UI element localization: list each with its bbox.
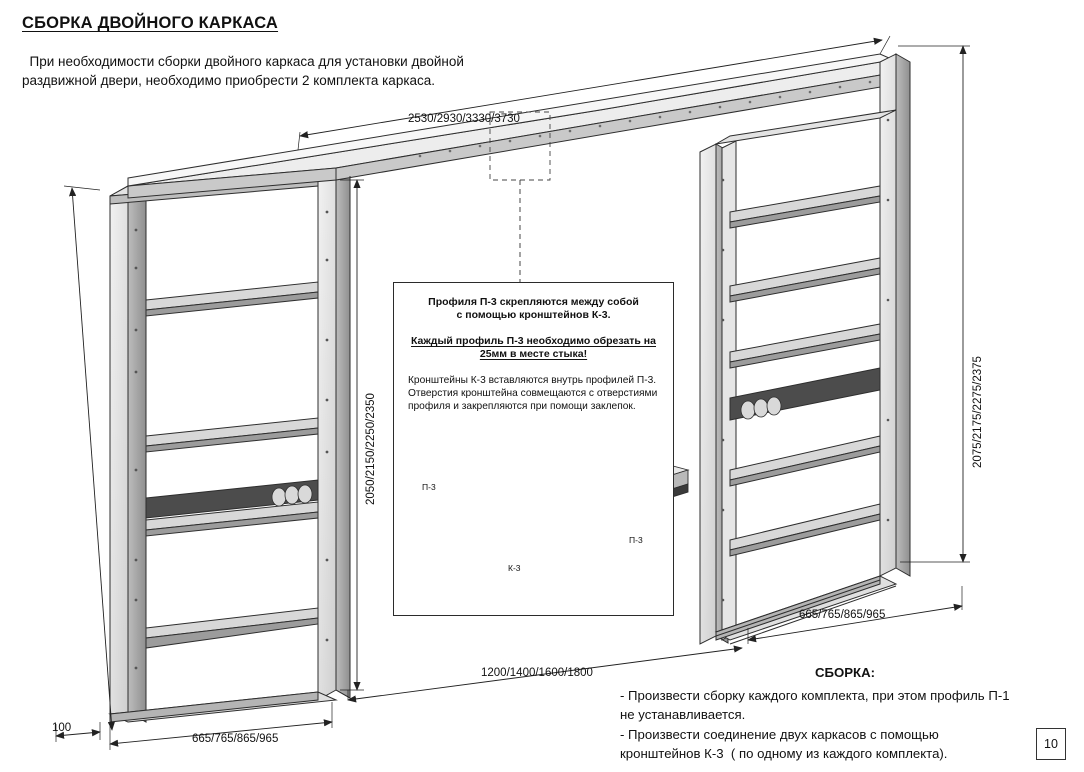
dimension-bottom-span: 1200/1400/1600/1800 xyxy=(481,667,593,679)
note-warning-line-1: Каждый профиль П-3 необходимо обрезать на xyxy=(410,335,656,347)
dimension-top-width: 2530/2930/3330/3730 xyxy=(408,113,520,125)
note-body xyxy=(408,374,659,413)
intro-paragraph xyxy=(22,52,522,90)
assembly-line-4: кронштейнов К-3 ( по одному из каждого комплекта). xyxy=(620,746,948,761)
assembly-title: СБОРКА: xyxy=(815,665,876,680)
note-warning xyxy=(408,335,659,361)
note-body-line-2: Отверстия кронштейна совмещаются с отверстиями xyxy=(408,388,658,399)
dimension-bottom-right-depth: 665/765/865/965 xyxy=(799,609,886,621)
page-number: 10 xyxy=(1036,728,1066,760)
assembly-line-2: не устанавливается. xyxy=(620,707,746,722)
assembly-line-3: - Произвести соединение двух каркасов с помощью xyxy=(620,726,939,742)
callout-p3-left: П-3 xyxy=(422,482,436,492)
detail-note-panel xyxy=(393,282,674,616)
note-heading xyxy=(408,296,659,322)
note-warning-line-2: 25мм в месте стыка! xyxy=(479,348,588,360)
intro-line-2: раздвижной двери, необходимо приобрести 2 комплекта каркаса. xyxy=(22,73,436,88)
dimension-bottom-left-depth: 665/765/865/965 xyxy=(192,733,279,745)
assembly-line-1: - Произвести сборку каждого комплекта, при этом профиль П-1 xyxy=(620,687,1010,703)
dimension-right-height: 2075/2175/2275/2375 xyxy=(972,356,984,468)
assembly-instructions xyxy=(620,663,1070,764)
note-heading-line-2: с помощью кронштейнов К-3. xyxy=(456,309,611,321)
page-title xyxy=(22,14,342,33)
intro-line-1: При необходимости сборки двойного каркаса для установки двойной xyxy=(22,54,464,69)
callout-p3-right: П-3 xyxy=(629,535,643,545)
dimension-left-small: 100 xyxy=(52,722,72,734)
note-heading-line-1: Профиля П-3 скрепляются между собой xyxy=(428,296,639,308)
note-body-line-1: Кронштейны К-3 вставляются внутрь профилей П-3. xyxy=(408,375,657,386)
callout-k3: К-3 xyxy=(508,563,521,573)
dimension-center-height: 2050/2150/2250/2350 xyxy=(365,393,377,505)
note-body-line-3: профиля и закрепляются при помощи заклепок. xyxy=(408,401,636,412)
page-title-text: СБОРКА ДВОЙНОГО КАРКАСА xyxy=(22,14,279,32)
